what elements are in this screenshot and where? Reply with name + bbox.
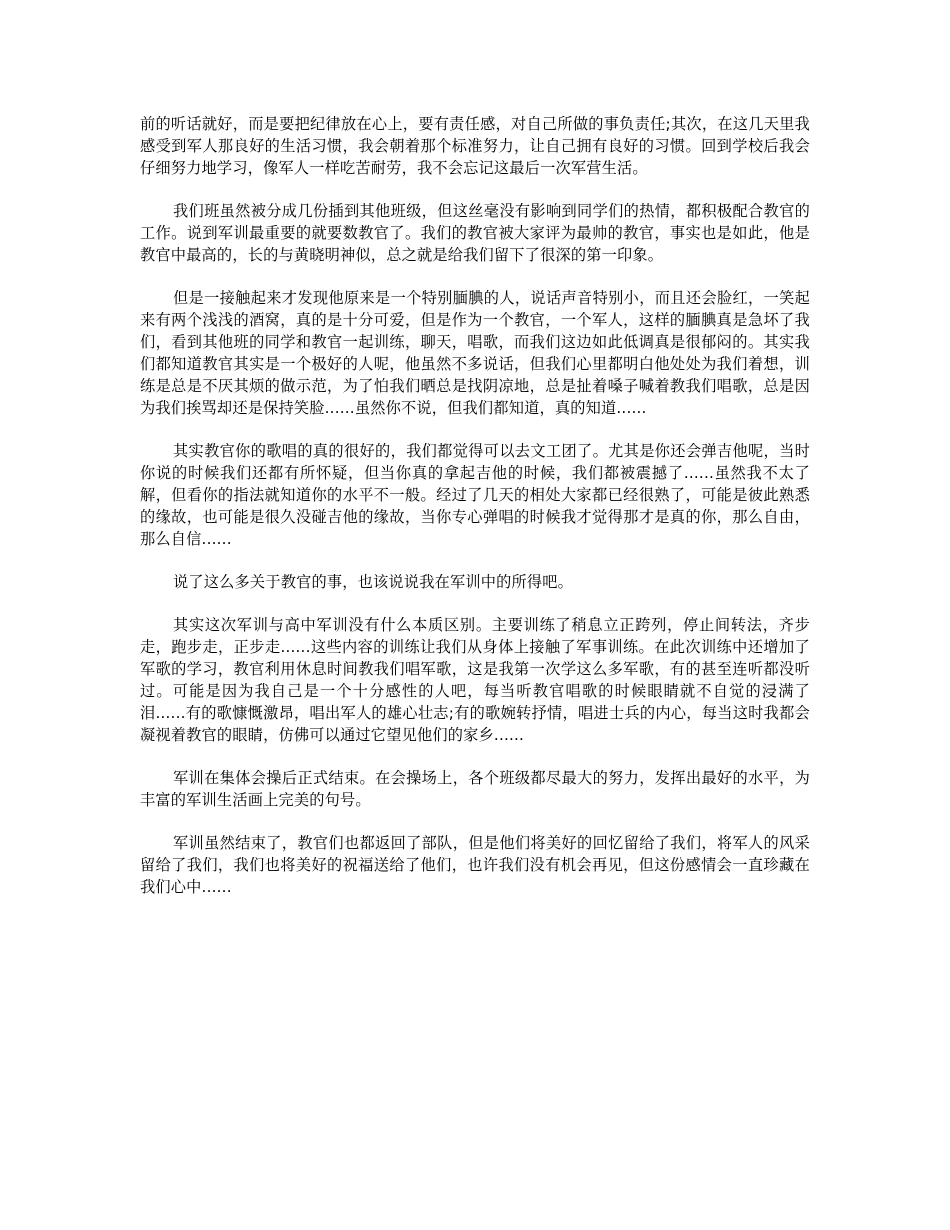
paragraph-1: 前的听话就好，而是要把纪律放在心上，要有责任感，对自己所做的事负责任;其次，在这几天里我感受到军人那良好的生活习惯，我会朝着那个标准努力，让自己拥有良好的习惯。回到学校后我会仔细努力地学习，像军人一样吃苦耐劳，我不会忘记这最后一次军营生活。 xyxy=(140,115,810,177)
paragraph-8: 军训虽然结束了，教官们也都返回了部队，但是他们将美好的回忆留给了我们，将军人的风采留给了我们，我们也将美好的祝福送给了他们，也许我们没有机会再见，但这份感情会一直珍藏在我们心中...... xyxy=(140,834,810,896)
paragraph-3: 但是一接触起来才发现他原来是一个特别腼腆的人，说话声音特别小，而且还会脸红，一笑起来有两个浅浅的酒窝，真的是十分可爱，但是作为一个教官，一个军人，这样的腼腆真是急坏了我们，看到其他班的同学和教官一起训练，聊天，唱歌，而我们这边如此低调真是很郁闷的。其实我们都知道教官其实是一个极好的人呢，他虽然不多说话，但我们心里都明白他处处为我们着想，训练是总是不厌其烦的做示范，为了怕我们晒总是找阴凉地，总是扯着嗓子喊着教我们唱歌，总是因为我们挨骂却还是保持笑脸......虽然你不说，但我们都知道，真的知道...... xyxy=(140,289,810,417)
paragraph-6: 其实这次军训与高中军训没有什么本质区别。主要训练了稍息立正跨列，停止间转法，齐步走，跑步走，正步走......这些内容的训练让我们从身体上接触了军事训练。在此次训练中还增加了军歌的学习，教官利用休息时间教我们唱军歌，这是我第一次学这么多军歌，有的甚至连听都没听过。可能是因为我自己是一个十分感性的人吧，每当听教官唱歌的时候眼睛就不自觉的浸满了泪......有的歌慷慨激昂，唱出军人的雄心壮志;有的歌婉转抒情，唱进士兵的内心，每当这时我都会凝视着教官的眼睛，仿佛可以通过它望见他们的家乡...... xyxy=(140,616,810,744)
paragraph-2: 我们班虽然被分成几份插到其他班级，但这丝毫没有影响到同学们的热情，都积极配合教官的工作。说到军训最重要的就要数教官了。我们的教官被大家评为最帅的教官，事实也是如此，他是教官中最高的，长的与黄晓明神似，总之就是给我们留下了很深的第一印象。 xyxy=(140,202,810,264)
paragraph-5: 说了这么多关于教官的事，也该说说我在军训中的所得吧。 xyxy=(173,573,574,591)
paragraph-7: 军训在集体会操后正式结束。在会操场上，各个班级都尽最大的努力，发挥出最好的水平，为丰富的军训生活画上完美的句号。 xyxy=(140,769,810,809)
paragraph-4: 其实教官你的歌唱的真的很好的，我们都觉得可以去文工团了。尤其是你还会弹吉他呢，当时你说的时候我们还都有所怀疑，但当你真的拿起吉他的时候，我们都被震撼了......虽然我不太了解，但看你的指法就知道你的水平不一般。经过了几天的相处大家都已经很熟了，可能是彼此熟悉的缘故，也可能是很久没碰吉他的缘故，当你专心弹唱的时候我才觉得那才是真的你，那么自由，那么自信...... xyxy=(140,442,810,548)
document-body xyxy=(140,113,810,919)
